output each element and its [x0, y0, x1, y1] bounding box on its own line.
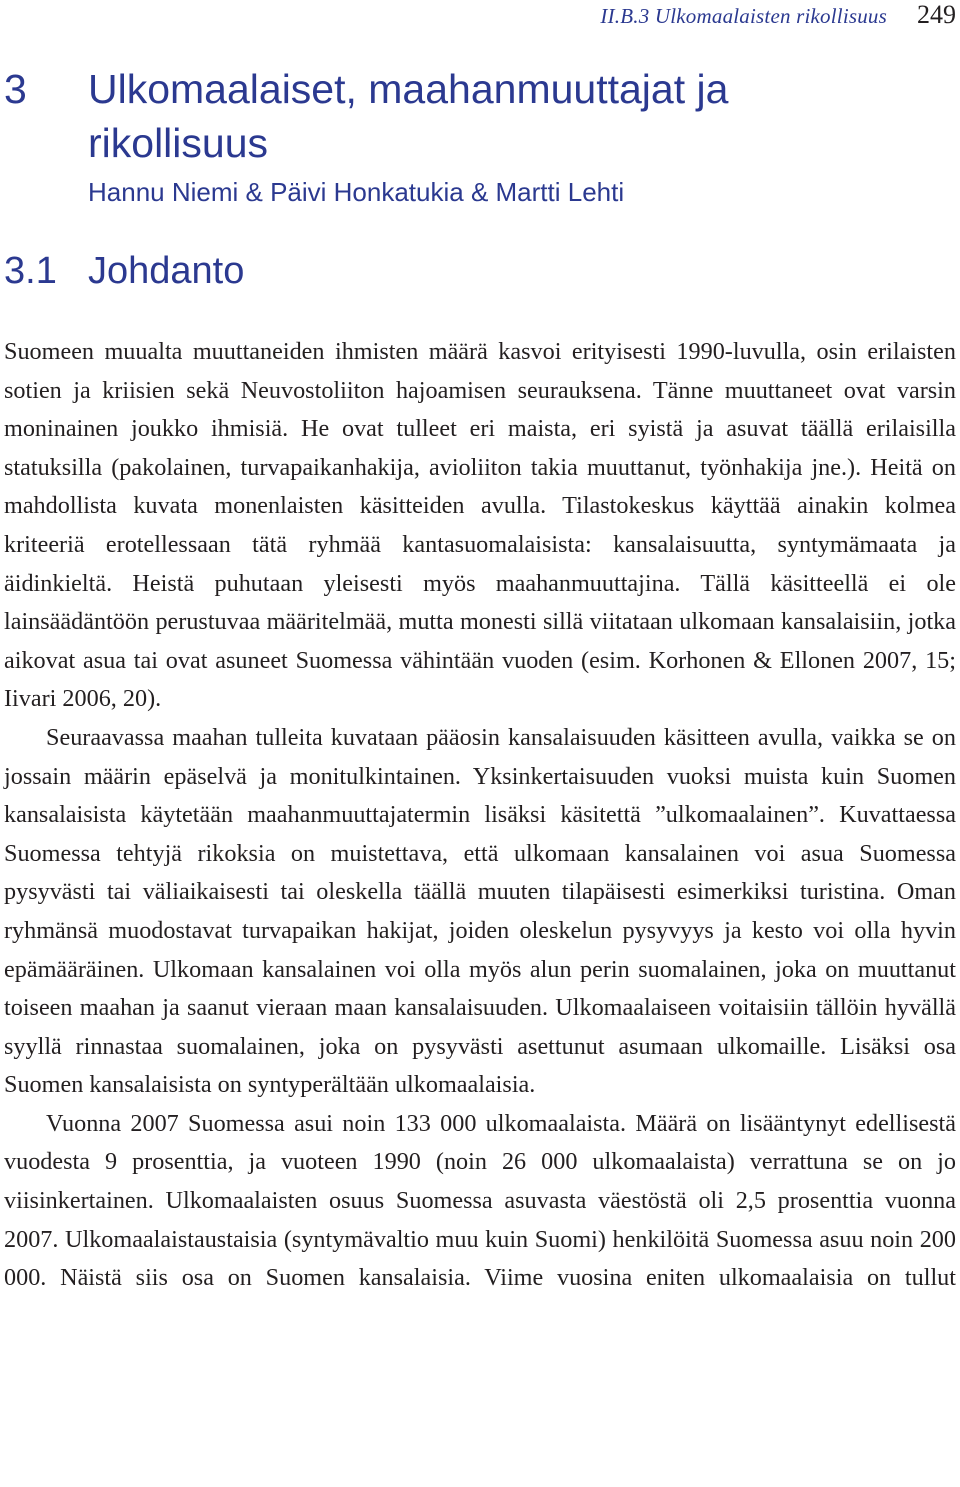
body-text: [4, 333, 956, 1298]
paragraph: Vuonna 2007 Suomessa asui noin 133 000 ulkomaalaista. Määrä on lisääntynyt edellisestä vuodesta 9 prosenttia, ja vuoteen 1990 (noin 26 000 ulkomaalaista) verrattuna se on jo viisinkertainen. Ulkomaalaisten osuus Suomessa asuvasta väestöstä oli 2,5 prosenttia vuonna 2007. Ulkomaalaistaustaisia (syntymävaltio muu kuin Suomi) henkilöitä Suomessa asuu noin 200 000. Näistä siis osa on Suomen kansalaisia. Viime vuosina eniten ulkomaalaisia on tullut: [4, 1109, 956, 1292]
section-heading: [4, 245, 244, 297]
chapter-heading: [4, 62, 954, 210]
chapter-authors: Hannu Niemi & Päivi Honkatukia & Martti Lehti: [88, 177, 625, 207]
chapter-number: 3: [4, 66, 27, 112]
section-number: 3.1: [4, 250, 57, 292]
paragraph: Seuraavassa maahan tulleita kuvataan pääosin kansalaisuuden käsitteen avulla, vaikka se on jossain määrin epäselvä ja monitulkintainen. Yksinkertaisuuden vuoksi muista kuin Suomen kansalaisista käytetään maahanmuuttajatermin lisäksi käsitettä ”ulkomaalainen”. Kuvattaessa Suomessa tehtyjä rikoksia on muistettava, että ulkomaan kansalainen voi asua Suomessa pysyvästi tai väliaikaisesti tai oleskella täällä muuten tilapäisesti esimerkiksi turistina. Oman ryhmänsä muodostavat turvapaikan hakijat, joiden oleskelun pysyvyys ja kesto voi olla hyvin epämääräinen. Ulkomaan kansalainen voi olla myös alun perin suomalainen, joka on muuttanut toiseen maahan ja saanut vieraan maan kansalaisuuden. Ulkomaalaiseen voitaisiin tällöin hyvällä syyllä rinnastaa suomalainen, joka on pysyvästi asettunut asumaan ulkomaille. Lisäksi osa Suomen kansalaisista on syntyperältään ulkomaalaisia.: [4, 723, 956, 1099]
section-title: Johdanto: [88, 250, 245, 292]
running-head-title: II.B.3 Ulkomaalaisten rikollisuus: [600, 4, 887, 28]
paragraph: Suomeen muualta muuttaneiden ihmisten määrä kasvoi erityisesti 1990-luvulla, osin erilaisten sotien ja kriisien sekä Neuvostoliiton hajoamisen seurauksena. Tänne muuttaneet ovat varsin moninainen joukko ihmisiä. He ovat tulleet eri maista, eri syistä ja asuvat täällä erilaisilla statuksilla (pakolainen, turvapaikanhakija, avioliiton takia muuttanut, työnhakija jne.). Heitä on mahdollista kuvata monenlaisten käsitteiden avulla. Tilastokeskus käyttää ainakin kolmea kriteeriä erotellessaan tätä ryhmää kantasuomalaisista: kansalaisuutta, syntymämaata ja äidinkieltä. Heistä puhutaan yleisesti myös maahanmuuttajina. Tällä käsitteellä ei ole lainsäädäntöön perustuvaa määritelmää, mutta monesti sillä viitataan ulkomaan kansalaisiin, jotka aikovat asua tai ovat asuneet Suomessa vähintään vuoden (esim. Korhonen & Ellonen 2007, 15; Iivari 2006, 20).: [4, 338, 956, 713]
page-number: 249: [917, 0, 956, 29]
running-head: [600, 0, 956, 30]
chapter-title: Ulkomaalaiset, maahanmuuttajat ja rikollisuus: [88, 66, 729, 166]
